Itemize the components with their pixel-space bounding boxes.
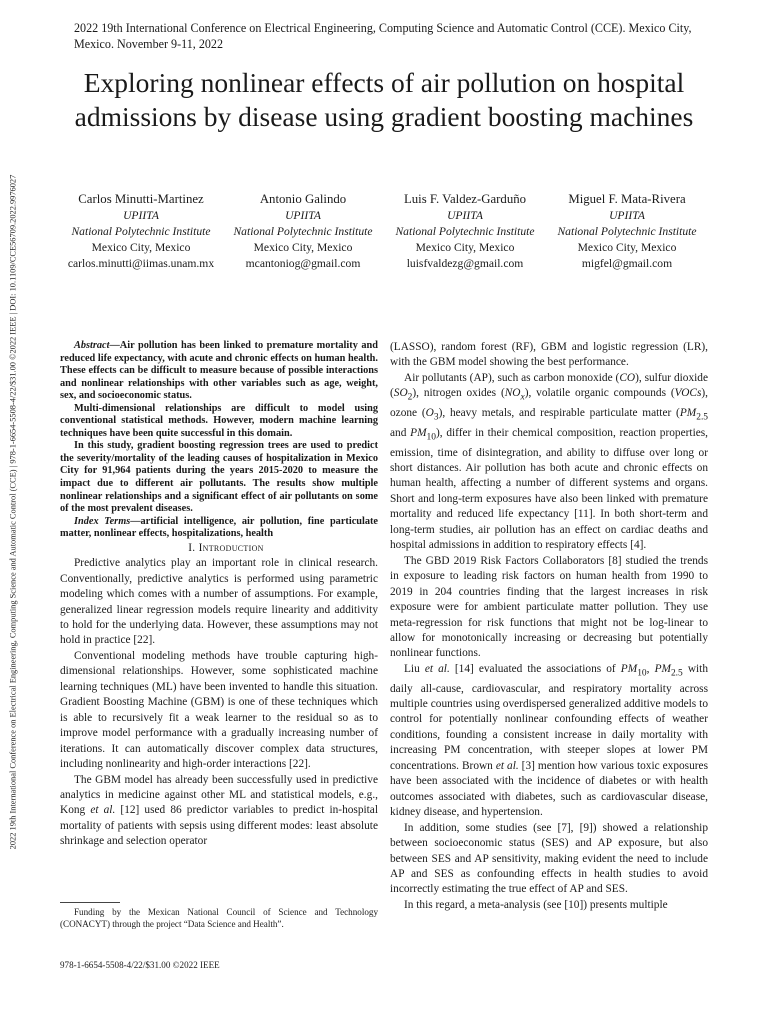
section-heading: I. Introduction <box>188 541 264 554</box>
author-location: Mexico City, Mexico <box>91 241 191 254</box>
author-institute: National Polytechnic Institute <box>395 225 535 238</box>
body-paragraph: The GBM model has already been successfully used in predictive analytics in medicine against other ML and statistical models, e.g., Kong et al. [12] used 86 predictor variables to predict in-hospital mortality of patients with sepsis using different modes: least absolute shrinkage and selection operator <box>60 773 378 848</box>
author-name: Antonio Galindo <box>259 192 347 206</box>
author-email: migfel@gmail.com <box>581 257 673 270</box>
author-email: luisfvaldezg@gmail.com <box>406 257 524 270</box>
funding-footnote: Funding by the Mexican National Council of Science and Technology (CONACYT) through the project “Data Science and Health”. <box>60 907 378 929</box>
right-column <box>390 340 708 913</box>
copyright-line: 978-1-6654-5508-4/22/$31.00 ©2022 IEEE <box>60 960 220 970</box>
body-paragraph: In this regard, a meta-analysis (see [10]) presents multiple <box>404 898 668 911</box>
side-identifier-text: 2022 19th International Conference on Electrical Engineering, Computing Science and Automatic Control (CCE) | 978-1-6654-5508-4/22/$31.00 ©2022 IEEE | DOI: 10.1109/CCE56709.2022.9976027 <box>8 174 18 850</box>
author-block <box>60 190 222 272</box>
body-paragraph: Liu et al. [14] evaluated the associations of $PM_{10}$, $PM_{2.5}$ with daily all-cause, cardiovascular, and respiratory mortality across multiple countries using overdispersed generalized additive models to control for potentially nonlinear confounding effects of weather conditions, founding a consistent increase in daily mortality with increasing PM concentration, with steeper slopes at lower PM concentrations. Brown et al. [3] mention how various toxic exposures have been associated with the incidence of diabetes or with health outcomes associated with diabetes, such as cardiovascular disease, kidney disease, and hypertension. <box>390 662 709 819</box>
body-paragraph: (LASSO), random forest (RF), GBM and logistic regression (LR), with the GBM model showing the best performance. <box>390 341 708 369</box>
author-block <box>546 190 708 272</box>
author-name: Carlos Minutti-Martinez <box>78 192 204 206</box>
abstract-label: Abstract <box>74 340 110 351</box>
author-list <box>60 190 708 272</box>
body-paragraph: In addition, some studies (see [7], [9]) showed a relationship between socioeconomic status (SES) and AP exposure, but also between SES and AP sensitivity, making evident the need to include AP and SES as confounding effects in health studies to avoid incorrectly estimating the true effect of AP and SES. <box>390 821 708 896</box>
author-institute: National Polytechnic Institute <box>71 225 211 238</box>
author-org: UPIITA <box>285 209 321 222</box>
author-name: Miguel F. Mata-Rivera <box>568 192 686 206</box>
author-institute: National Polytechnic Institute <box>557 225 697 238</box>
author-org: UPIITA <box>447 209 483 222</box>
author-email: mcantoniog@gmail.com <box>245 257 361 270</box>
left-column <box>60 340 378 850</box>
body-paragraph: Predictive analytics play an important role in clinical research. Conventionally, predictive analytics is performed using parametric modeling which comes with a number of assumptions. For example, generalized linear regression models require linearity and additivity to hold for the underlying data. However, these assumptions may not hold in practice [22]. <box>60 557 378 647</box>
author-institute: National Polytechnic Institute <box>233 225 373 238</box>
abstract <box>60 340 378 541</box>
conference-header: 2022 19th International Conference on Electrical Engineering, Computing Science and Automatic Control (CCE). Mexico City, Mexico. November 9-11, 2022 <box>74 21 692 51</box>
abstract-paragraph: In this study, gradient boosting regression trees are used to predict the severity/mortality of the leading causes of hospitalization in Mexico City for 91,964 patients during the years 2015-2020 to measure the impact due to different air pollutants. The results show multiple nonlinear relationships and a significant effect of air pollutants on some of the most prevalent diseases. <box>60 440 378 515</box>
author-block <box>384 190 546 272</box>
abstract-text: —Air pollution has been linked to premature mortality and reduced life expectancy, with acute and chronic effects on human health. These effects can be difficult to measure because of possible interactions and nonlinear relationships with other variables such as age, weight, sex, and socioeconomic status. <box>60 340 378 402</box>
body-paragraph: Conventional modeling methods have trouble capturing high-dimensional relationships. However, some sophisticated machine learning techniques (ML) have been invented to handle this situation. Gradient Boosting Machine (GBM) is one of these techniques which is able to recursively fit a weak learner to the residual so as to improve model performance with a gradually increasing number of iterations. It can automatically discover complex data structures, including nonlinearity and high-order interactions [22]. <box>60 649 378 771</box>
author-location: Mexico City, Mexico <box>577 241 677 254</box>
index-terms-text: —artificial intelligence, air pollution, fine particulate matter, nonlinear effects, hospitalizations, health <box>60 515 378 540</box>
author-name: Luis F. Valdez-Garduño <box>403 192 527 206</box>
body-paragraph: The GBD 2019 Risk Factors Collaborators [8] studied the trends in exposure to leading risk factors on human health from 1990 to 2019 in 204 countries finding that the largest increases in risk exposure were for ambient particulate matter pollution. They use meta-regression for risk functions that might not be log-linear to allow for monotonically increasing or decreasing but potentially nonlinear functions. <box>390 554 708 660</box>
abstract-paragraph <box>60 340 378 403</box>
author-location: Mexico City, Mexico <box>415 241 515 254</box>
abstract-paragraph: Multi-dimensional relationships are difficult to model using conventional statistical methods. However, modern machine learning techniques have been quite successful in this domain. <box>60 402 378 439</box>
author-org: UPIITA <box>123 209 159 222</box>
body-paragraph: Air pollutants (AP), such as carbon monoxide (CO), sulfur dioxide $(SO_2)$, nitrogen oxides $(NO_x)$, volatile organic compounds (VOCs), ozone $(O_3)$, heavy metals, and respirable particulate matter ($PM_{2.5}$ and $PM_{10}$), differ in their chemical composition, reaction properties, emission, time of disintegration, and ability to diffuse over long or short distances. Air pollution has both acute and chronic effects on human health, affecting a number of different systems and organs. Short and long-term exposures have also been linked with premature mortality and reduced life expectancy [11]. In both short-term and long-term studies, air pollution has an effect on cardiac deaths and hospital admissions in addition to respiratory effects [4]. <box>390 371 709 552</box>
author-location: Mexico City, Mexico <box>253 241 353 254</box>
author-block <box>222 190 384 272</box>
paper-title: Exploring nonlinear effects of air pollution on hospital admissions by disease using gradient boosting machines <box>74 67 694 132</box>
author-email: carlos.minutti@iimas.unam.mx <box>67 257 215 270</box>
index-terms <box>60 516 378 541</box>
author-org: UPIITA <box>609 209 645 222</box>
index-terms-label: Index Terms <box>74 515 131 527</box>
footnote-divider <box>60 902 120 903</box>
